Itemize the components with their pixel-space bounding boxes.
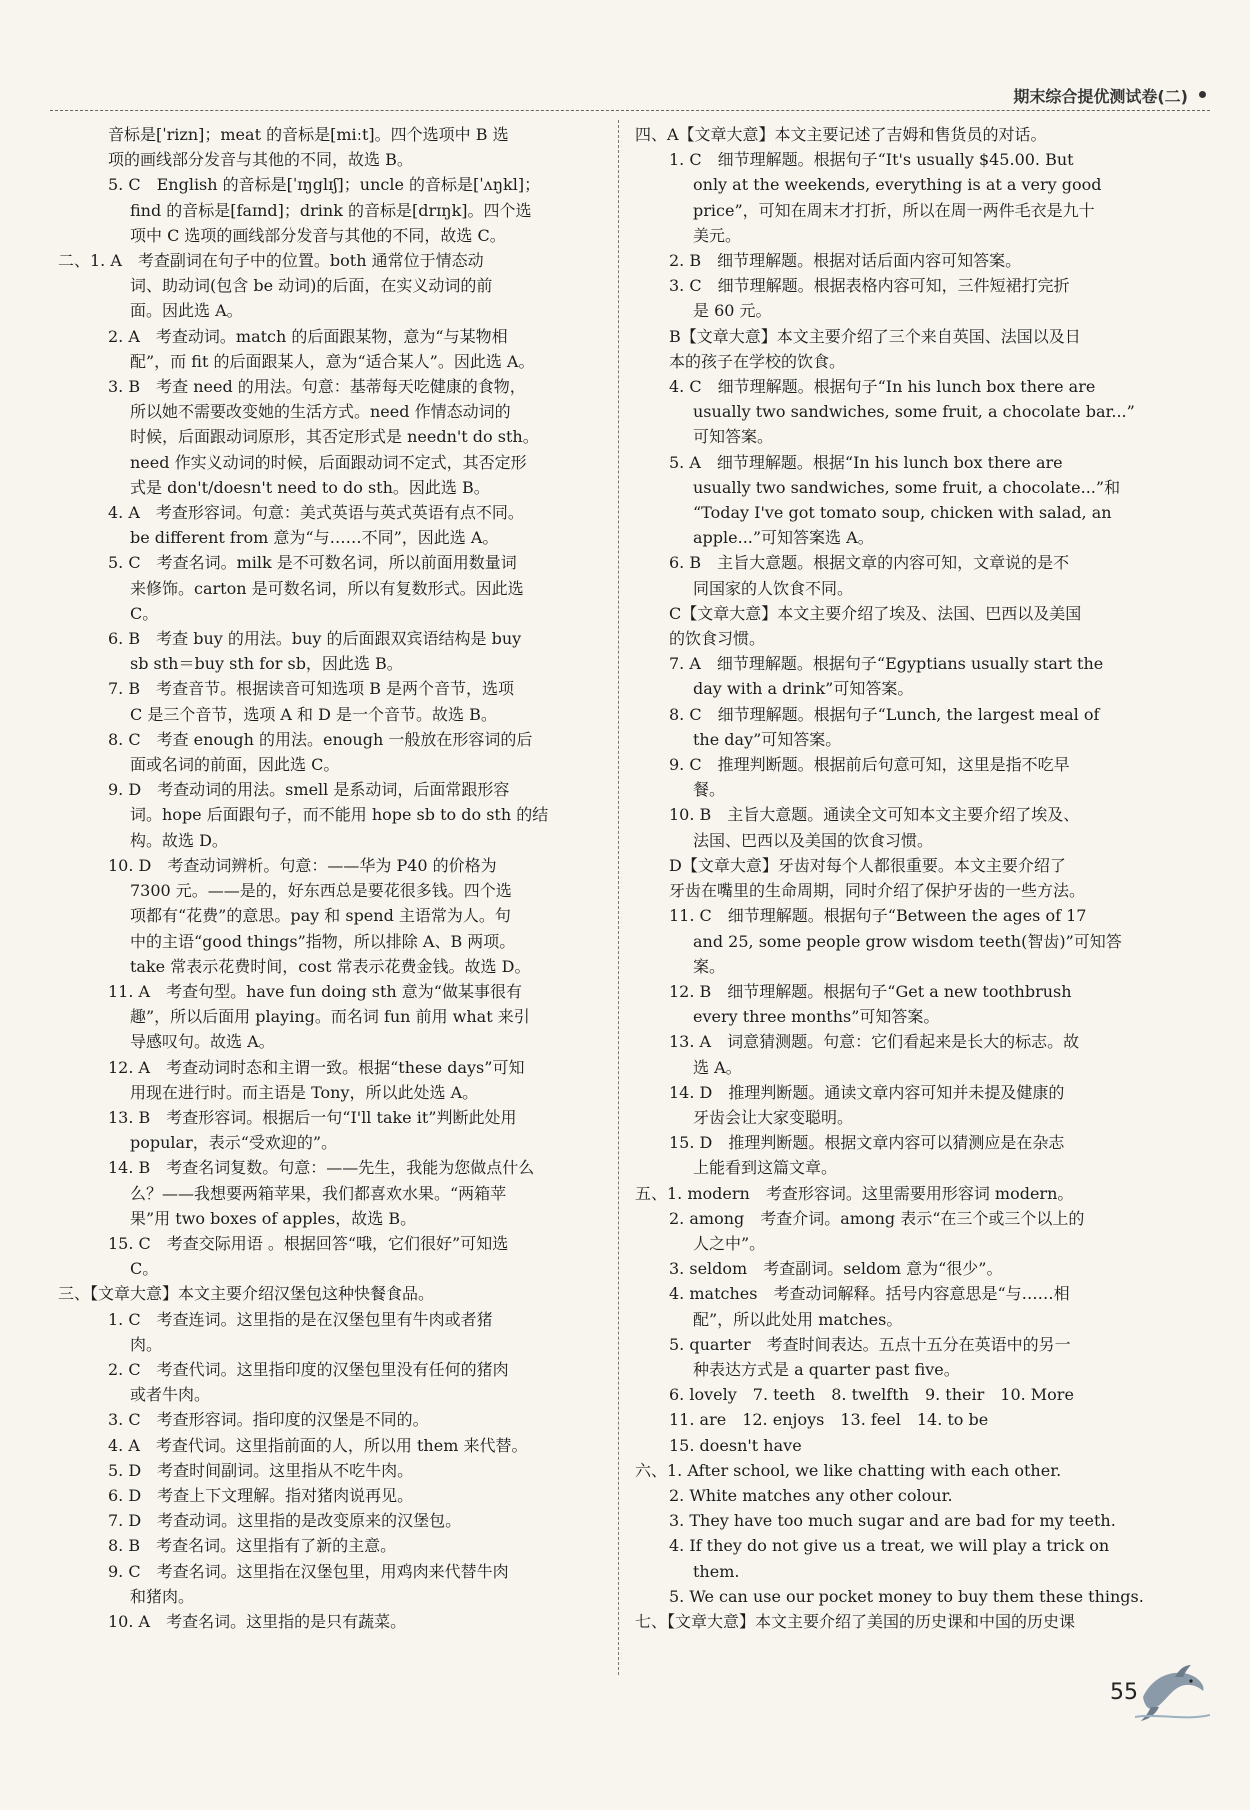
answer-line: 人之中”。: [693, 1233, 766, 1253]
right-column: [635, 122, 1190, 1634]
answer-line: 2. C 考查代词。这里指印度的汉堡包里没有任何的猪肉: [108, 1359, 509, 1379]
answer-line: 11. C 细节理解题。根据句子“Between the ages of 17: [669, 906, 1087, 926]
answer-line: 三、【文章大意】本文主要介绍汉堡包这种快餐食品。: [58, 1284, 435, 1304]
answer-line: 4. If they do not give us a treat, we will play a trick on: [669, 1536, 1110, 1556]
answer-line: 4. A 考查形容词。句意：美式英语与英式英语有点不同。: [108, 503, 524, 523]
answer-line: 面。因此选 A。: [130, 301, 243, 321]
answer-line: 7300 元。——是的，好东西总是要花很多钱。四个选: [130, 881, 512, 901]
answer-line: 配”，所以此处用 matches。: [693, 1309, 903, 1329]
answer-line: popular，表示“受欢迎的”。: [130, 1133, 338, 1153]
answer-line: 6. lovely 7. teeth 8. twelfth 9. their 10. More: [669, 1385, 1074, 1405]
answer-line: 10. A 考查名词。这里指的是只有蔬菜。: [108, 1611, 407, 1631]
answer-line: 中的主语“good things”指物，所以排除 A、B 两项。: [130, 931, 516, 951]
answer-line: 1. C 细节理解题。根据句子“It's usually $45.00. But: [669, 150, 1074, 170]
answer-line: 13. B 考查形容词。根据后一句“I'll take it”判断此处用: [108, 1107, 517, 1127]
answer-line: 9. C 推理判断题。根据前后句意可知，这里是指不吃早: [669, 755, 1070, 775]
answer-line: them.: [693, 1561, 740, 1581]
column-divider: [618, 120, 619, 1675]
answer-line: 种表达方式是 a quarter past five。: [693, 1359, 960, 1379]
answer-line: 肉。: [130, 1334, 163, 1354]
answer-line: 5. D 考查时间副词。这里指从不吃牛肉。: [108, 1460, 414, 1480]
answer-line: 6. D 考查上下文理解。指对猪肉说再见。: [108, 1485, 414, 1505]
answer-line: 牙齿在嘴里的生命周期，同时介绍了保护牙齿的一些方法。: [669, 881, 1086, 901]
answer-line: 五、1. modern 考查形容词。这里需要用形容词 modern。: [635, 1183, 1074, 1203]
header-divider: [50, 110, 1210, 111]
answer-line: 音标是[ˈrizn]；meat 的音标是[miːt]。四个选项中 B 选: [108, 125, 509, 144]
answer-line: C 是三个音节，选项 A 和 D 是一个音节。故选 B。: [130, 704, 497, 724]
answer-line: 8. C 细节理解题。根据句子“Lunch, the largest meal of: [669, 704, 1100, 724]
answer-line: 项都有“花费”的意思。pay 和 spend 主语常为人。句: [130, 906, 511, 926]
answer-line: 七、【文章大意】本文主要介绍了美国的历史课和中国的历史课: [635, 1611, 1076, 1631]
page-header: [50, 84, 1210, 106]
answer-line: 6. B 主旨大意题。根据文章的内容可知，文章说的是不: [669, 553, 1070, 573]
answer-line: D【文章大意】牙齿对每个人都很重要。本文主要介绍了: [669, 855, 1066, 875]
answer-line: 3. C 考查形容词。指印度的汉堡是不同的。: [108, 1410, 429, 1430]
answer-line: 二、1. A 考查副词在句子中的位置。both 通常位于情态动: [58, 251, 484, 271]
answer-line: 同国家的人饮食不同。: [693, 578, 854, 598]
answer-line: 7. D 考查动词。这里指的是改变原来的汉堡包。: [108, 1511, 462, 1531]
answer-line: 1. C 考查连词。这里指的是在汉堡包里有牛肉或者猪: [108, 1309, 493, 1329]
answer-line: 11. A 考查句型。have fun doing sth 意为“做某事很有: [108, 981, 522, 1001]
answer-line: apple...”可知答案选 A。: [693, 528, 874, 548]
answer-line: 趣”，所以后面用 playing。而名词 fun 前用 what 来引: [130, 1007, 530, 1027]
answer-line: “Today I've got tomato soup, chicken with salad, an: [693, 503, 1112, 523]
answer-line: 15. D 推理判断题。根据文章内容可以猜测应是在杂志: [669, 1133, 1065, 1153]
answer-line: need 作实义动词的时候，后面跟动词不定式，其否定形: [130, 452, 527, 472]
answer-line: 上能看到这篇文章。: [693, 1158, 838, 1178]
answer-line: 10. B 主旨大意题。通读全文可知本文主要介绍了埃及、: [669, 805, 1080, 825]
answer-line: 面或名词的前面，因此选 C。: [130, 755, 340, 775]
answer-line: take 常表示花费时间，cost 常表示花费金钱。故选 D。: [130, 956, 531, 976]
answer-line: C【文章大意】本文主要介绍了埃及、法国、巴西以及美国: [669, 603, 1082, 623]
answer-line: 本的孩子在学校的饮食。: [669, 351, 846, 371]
answer-line: C。: [130, 1259, 159, 1279]
answer-line: C。: [130, 603, 159, 623]
answer-line: usually two sandwiches, some fruit, a chocolate bar...”: [693, 402, 1135, 422]
answer-line: B【文章大意】本文主要介绍了三个来自英国、法国以及日: [669, 326, 1081, 346]
answer-line: 所以她不需要改变她的生活方式。need 作情态动词的: [130, 402, 511, 422]
answer-line: the day”可知答案。: [693, 729, 842, 749]
answer-line: 配”，而 fit 的后面跟某人，意为“适合某人”。因此选 A。: [130, 351, 535, 371]
answer-line: 10. D 考查动词辨析。句意：——华为 P40 的价格为: [108, 855, 497, 875]
answer-line: 选 A。: [693, 1057, 742, 1077]
answer-line: 3. C 细节理解题。根据表格内容可知，三件短裙打完折: [669, 276, 1070, 296]
answer-line: usually two sandwiches, some fruit, a chocolate...”和: [693, 477, 1121, 497]
answer-line: 餐。: [693, 780, 726, 800]
answer-line: 或者牛肉。: [130, 1385, 211, 1405]
answer-line: 14. B 考查名词复数。句意：——先生，我能为您做点什么: [108, 1158, 535, 1178]
answer-line: 可知答案。: [693, 427, 774, 447]
answer-line: 9. D 考查动词的用法。smell 是系动词，后面常跟形容: [108, 780, 510, 800]
answer-line: 案。: [693, 956, 726, 976]
answer-line: 5. C English 的音标是[ˈɪŋglɪʃ]；uncle 的音标是[ˈʌŋkl]；: [108, 175, 541, 195]
page-number: 55: [1110, 1680, 1138, 1705]
answer-line: 3. B 考查 need 的用法。句意：基蒂每天吃健康的食物，: [108, 377, 526, 397]
answer-line: 的饮食习惯。: [669, 629, 766, 649]
answer-line: 14. D 推理判断题。通读文章内容可知并未提及健康的: [669, 1082, 1065, 1102]
answer-line: 和猪肉。: [130, 1586, 195, 1606]
answer-line: 法国、巴西以及美国的饮食习惯。: [693, 830, 934, 850]
answer-line: price”，可知在周末才打折，所以在周一两件毛衣是九十: [693, 200, 1095, 220]
answer-line: 2. B 细节理解题。根据对话后面内容可知答案。: [669, 251, 1022, 271]
answer-line: 15. doesn't have: [669, 1435, 802, 1455]
answer-line: 11. are 12. enjoys 13. feel 14. to be: [669, 1410, 989, 1430]
answer-line: 8. B 考查名词。这里指有了新的主意。: [108, 1536, 397, 1556]
answer-line: 时候，后面跟动词原形，其否定形式是 needn't do sth。: [130, 427, 539, 447]
answer-line: 4. C 细节理解题。根据句子“In his lunch box there are: [669, 377, 1096, 397]
answer-line: 12. B 细节理解题。根据句子“Get a new toothbrush: [669, 981, 1072, 1001]
answer-line: 四、A【文章大意】本文主要记述了吉姆和售货员的对话。: [635, 125, 1047, 144]
answer-line: be different from 意为“与……不同”，因此选 A。: [130, 528, 499, 548]
answer-line: 5. A 细节理解题。根据“In his lunch box there are: [669, 452, 1063, 472]
answer-line: 么？——我想要两箱苹果，我们都喜欢水果。“两箱苹: [130, 1183, 507, 1203]
answer-line: 构。故选 D。: [130, 830, 228, 850]
answer-line: only at the weekends, everything is at a very good: [693, 175, 1102, 195]
answer-line: 式是 don't/doesn't need to do sth。因此选 B。: [130, 477, 490, 497]
answer-line: 3. seldom 考查副词。seldom 意为“很少”。: [669, 1259, 1003, 1279]
answer-line: sb sth＝buy sth for sb，因此选 B。: [130, 654, 403, 674]
answer-line: 13. A 词意猜测题。句意：它们看起来是长大的标志。故: [669, 1032, 1080, 1052]
left-column: [58, 122, 618, 1634]
answer-line: 9. C 考查名词。这里指在汉堡包里，用鸡肉来代替牛肉: [108, 1561, 509, 1581]
answer-line: find 的音标是[faɪnd]；drink 的音标是[drɪŋk]。四个选: [130, 200, 532, 220]
answer-line: 7. B 考查音节。根据读音可知选项 B 是两个音节，选项: [108, 679, 515, 699]
answer-line: 4. matches 考查动词解释。括号内容意思是“与……相: [669, 1284, 1070, 1304]
answer-line: 8. C 考查 enough 的用法。enough 一般放在形容词的后: [108, 729, 533, 749]
answer-line: 导感叹句。故选 A。: [130, 1032, 275, 1052]
answer-line: 3. They have too much sugar and are bad for my teeth.: [669, 1511, 1116, 1531]
answer-line: 果”用 two boxes of apples，故选 B。: [130, 1208, 417, 1228]
answer-line: 是 60 元。: [693, 301, 772, 321]
answer-line: 项中 C 选项的画线部分发音与其他的不同，故选 C。: [130, 225, 506, 245]
answer-line: 词。hope 后面跟句子，而不能用 hope sb to do sth 的结: [130, 805, 549, 825]
answer-line: 词、助动词(包含 be 动词)的后面，在实义动词的前: [130, 276, 493, 296]
answer-line: 5. quarter 考查时间表达。五点十五分在英语中的另一: [669, 1334, 1071, 1354]
answer-line: 2. A 考查动词。match 的后面跟某物，意为“与某物相: [108, 326, 508, 346]
answer-line: 牙齿会让大家变聪明。: [693, 1107, 854, 1127]
answer-line: 15. C 考查交际用语 。根据回答“哦，它们很好”可知选: [108, 1233, 509, 1253]
answer-line: day with a drink”可知答案。: [693, 679, 914, 699]
answer-line: 5. C 考查名词。milk 是不可数名词，所以前面用数量词: [108, 553, 517, 573]
answer-line: 六、1. After school, we like chatting with each other.: [635, 1460, 1062, 1480]
answer-line: 来修饰。carton 是可数名词，所以有复数形式。因此选: [130, 578, 524, 598]
bullet-dot-icon: [1199, 91, 1206, 98]
answer-line: 2. among 考查介词。among 表示“在三个或三个以上的: [669, 1208, 1085, 1228]
answer-line: 4. A 考查代词。这里指前面的人，所以用 them 来代替。: [108, 1435, 528, 1455]
answer-line: 6. B 考查 buy 的用法。buy 的后面跟双宾语结构是 buy: [108, 629, 522, 649]
answer-line: and 25, some people grow wisdom teeth(智齿)”可知答: [693, 931, 1122, 951]
header-title: 期末综合提优测试卷(二): [1013, 87, 1188, 106]
answer-line: every three months”可知答案。: [693, 1007, 940, 1027]
answer-line: 5. We can use our pocket money to buy them these things.: [669, 1586, 1144, 1606]
answer-line: 项的画线部分发音与其他的不同，故选 B。: [108, 150, 413, 170]
answer-line: 用现在进行时。而主语是 Tony，所以此处选 A。: [130, 1082, 479, 1102]
answer-line: 7. A 细节理解题。根据句子“Egyptians usually start the: [669, 654, 1104, 674]
answer-line: 12. A 考查动词时态和主谓一致。根据“these days”可知: [108, 1057, 525, 1077]
dolphin-logo-icon: [1135, 1655, 1210, 1725]
answer-line: 2. White matches any other colour.: [669, 1485, 953, 1505]
answer-line: 美元。: [693, 225, 742, 245]
